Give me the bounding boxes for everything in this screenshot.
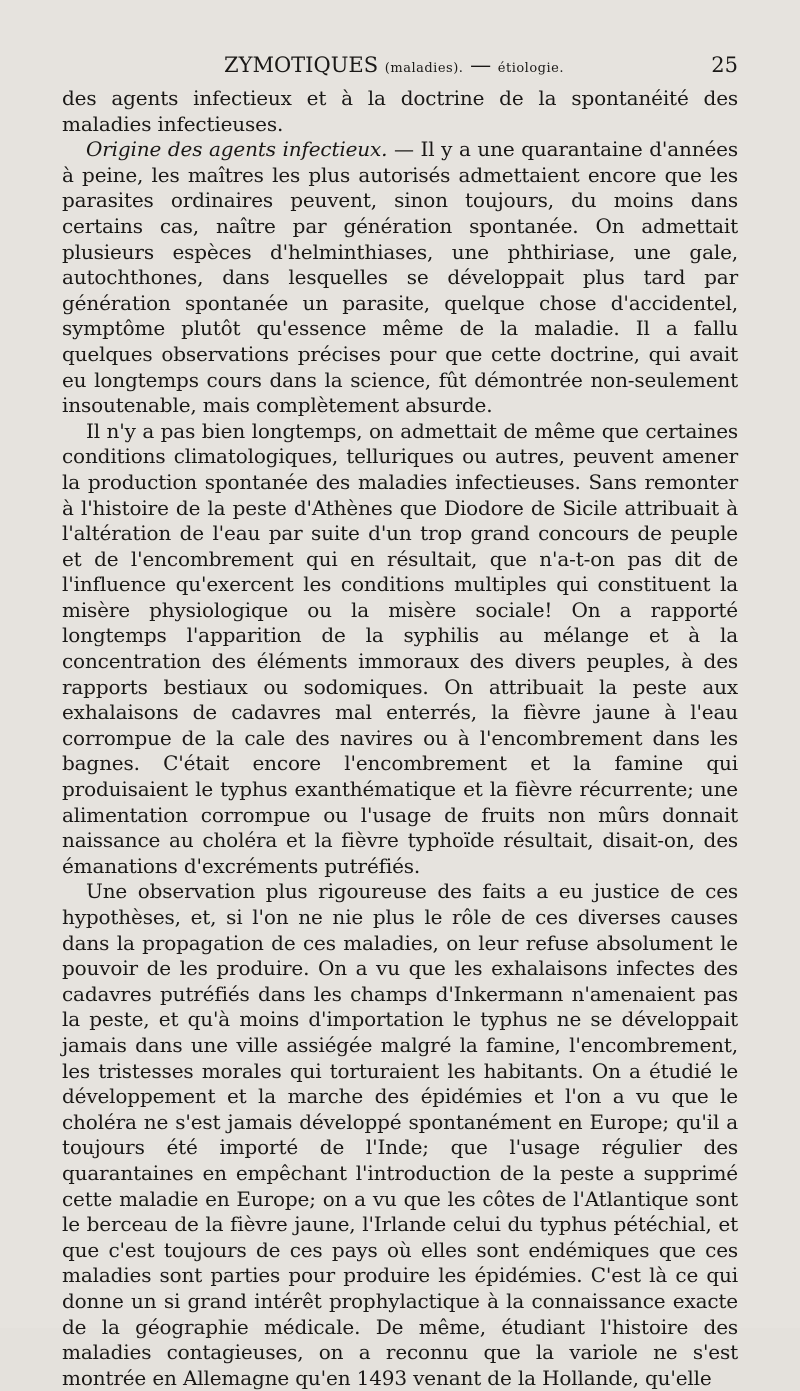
paragraph-observation [62,879,738,1391]
paragraph-origine [62,137,738,419]
paragraph-text: Il n'y a pas bien longtemps, on admettait de même que certaines conditions climatologiques, telluriques ou autres, peuvent amener la production spontanée des maladies infectieuses. Sans remonter à l'histoire de la peste d'Athènes que Diodore de Sicile attribuait à l'altération de l'eau par suite d'un trop grand concours de peuple et de l'encombrement qui en résultait, que n'a-t-on pas dit de l'influence qu'exercent les conditions multiples qui constituent la misère physiologique ou la misère sociale! On a rapporté longtemps l'apparition de la syphilis au mélange et à la concentration des éléments immoraux des divers peuples, à des rapports bestiaux ou sodomiques. On attribuait la peste aux exhalaisons de cadavres mal enterrés, la fièvre jaune à l'eau corrompue de la cale des navires ou à l'encombrement dans les bagnes. C'était encore l'encombrement et la famine qui produisaient le typhus exanthématique et la fièvre récurrente; une alimentation corrompue ou l'usage de fruits non mûrs donnait naissance au choléra et la fièvre typhoïde résultait, disait-on, des émanations d'excréments putréfiés. [62,418,738,878]
title-main: ZYMOTIQUES [224,53,379,77]
running-title [224,52,564,82]
body-text [62,86,738,1391]
title-sub: étiologie. [497,61,564,76]
title-dash: — [470,53,492,77]
paragraph-continuation [62,86,738,137]
paragraph-text: Une observation plus rigoureuse des faits a eu justice de ces hypothèses, et, si l'on ne nie plus le rôle de ces diverses causes dans la propagation de ces maladies, on leur refuse absolument le pouvoir de les produire. On a vu que les exhalaisons infectes des cadavres putréfiés dans les champs d'Inkermann n'amenaient pas la peste, et qu'à moins d'importation le typhus ne se développait jamais dans une ville assiégée malgré la famine, l'encombrement, les tristesses morales qui torturaient les habitants. On a étudié le développement et la marche des épidémies et l'on a vu que le choléra ne s'est jamais développé spontanément en Europe; qu'il a toujours été importé de l'Inde; que l'usage régulier des quarantaines en empêchant l'introduction de la peste a supprimé cette maladie en Europe; on a vu que les côtes de l'Atlantique sont le berceau de la fièvre jaune, l'Irlande celui du typhus pétéchial, et que c'est toujours de ces pays où elles sont endémiques que ces maladies sont parties pour produire les épidémies. C'est là ce qui donne un si grand intérêt prophylactique à la connaissance exacte de la géographie médicale. De même, étudiant l'histoire des maladies contagieuses, on a reconnu que la variole ne s'est montrée en Allemagne qu'en 1493 venant de la Hollande, qu'elle [62,879,738,1390]
paragraph-text: — Il y a une quarantaine d'années à peine, les maîtres les plus autorisés admettaient encore que les parasites ordinaires peuvent, sinon toujours, du moins dans certains cas, naître par génération spontanée. On admettait plusieurs espèces d'helminthiases, une phthiriase, une gale, autochthones, dans lesquelles se développait plus tard par génération spontanée un parasite, quelque chose d'accidentel, symptôme plutôt qu'essence même de la maladie. Il a fallu quelques observations précises pour que cette doctrine, qui avait eu longtemps cours dans la science, fût démontrée non-seulement insoutenable, mais complètement absurde. [62,137,738,418]
running-header [62,52,738,78]
section-lead-heading: Origine des agents infectieux. [86,137,388,162]
page-number: 25 [711,53,738,77]
paragraph-text: des agents infectieux et à la doctrine de la spontanéité des maladies infectieuses. [62,86,738,136]
paragraph-conditions [62,419,738,880]
title-paren: (maladies). [384,61,464,76]
